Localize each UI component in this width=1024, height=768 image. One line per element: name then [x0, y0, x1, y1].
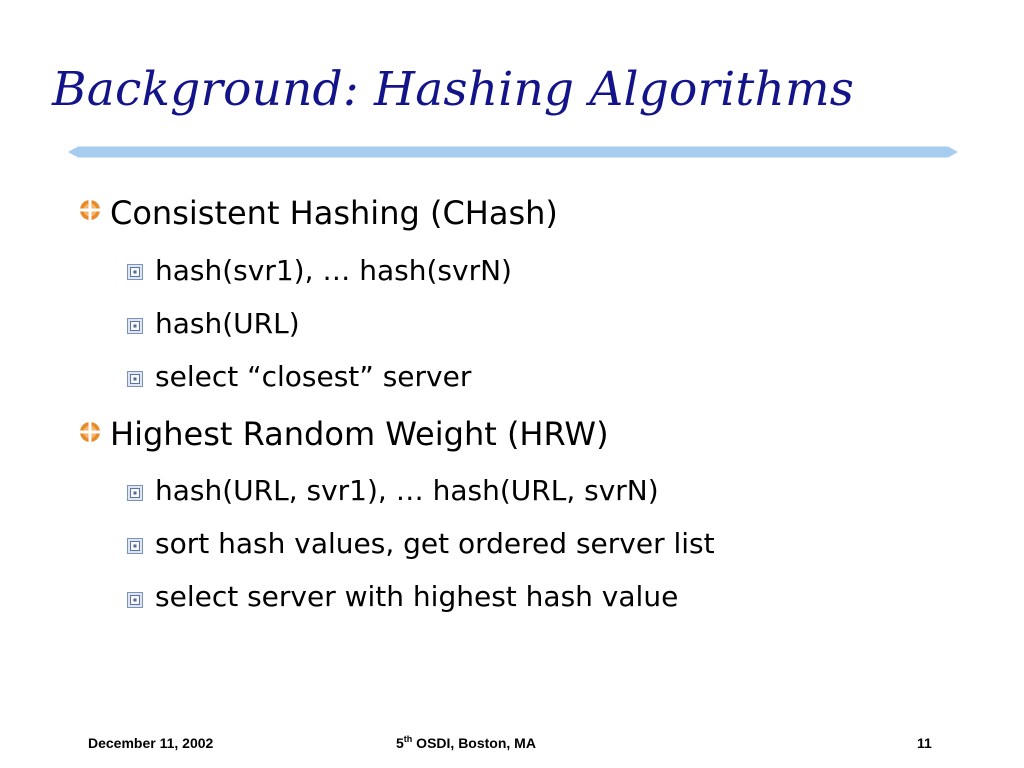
page-number: 11 — [917, 735, 932, 751]
sub-bullet-item: hash(URL, svr1), … hash(URL, svrN) — [155, 474, 659, 507]
footer-conf-number: 5 — [396, 735, 404, 751]
square-bullet-icon — [127, 318, 143, 334]
bullet-heading: Consistent Hashing (CHash) — [110, 194, 558, 232]
square-bullet-icon — [127, 485, 143, 501]
bullet-heading: Highest Random Weight (HRW) — [110, 415, 609, 453]
orange-bullet-icon — [79, 199, 101, 221]
square-bullet-icon — [127, 371, 143, 387]
orange-bullet-icon — [79, 421, 101, 443]
sub-bullet-item: select server with highest hash value — [155, 580, 679, 613]
footer-conf-superscript: th — [403, 734, 413, 744]
sub-bullet-item: hash(svr1), … hash(svrN) — [155, 254, 512, 287]
square-bullet-icon — [127, 264, 143, 280]
square-bullet-icon — [127, 538, 143, 554]
title-underline-rule — [68, 146, 958, 158]
sub-bullet-item: sort hash values, get ordered server list — [155, 527, 715, 560]
footer-conf-rest: OSDI, Boston, MA — [412, 735, 536, 751]
slide-title: Background: Hashing Algorithms — [52, 62, 855, 117]
footer-date: December 11, 2002 — [88, 735, 214, 751]
footer-conference — [396, 735, 536, 751]
sub-bullet-item: select “closest” server — [155, 360, 472, 393]
sub-bullet-item: hash(URL) — [155, 307, 300, 340]
square-bullet-icon — [127, 592, 143, 608]
